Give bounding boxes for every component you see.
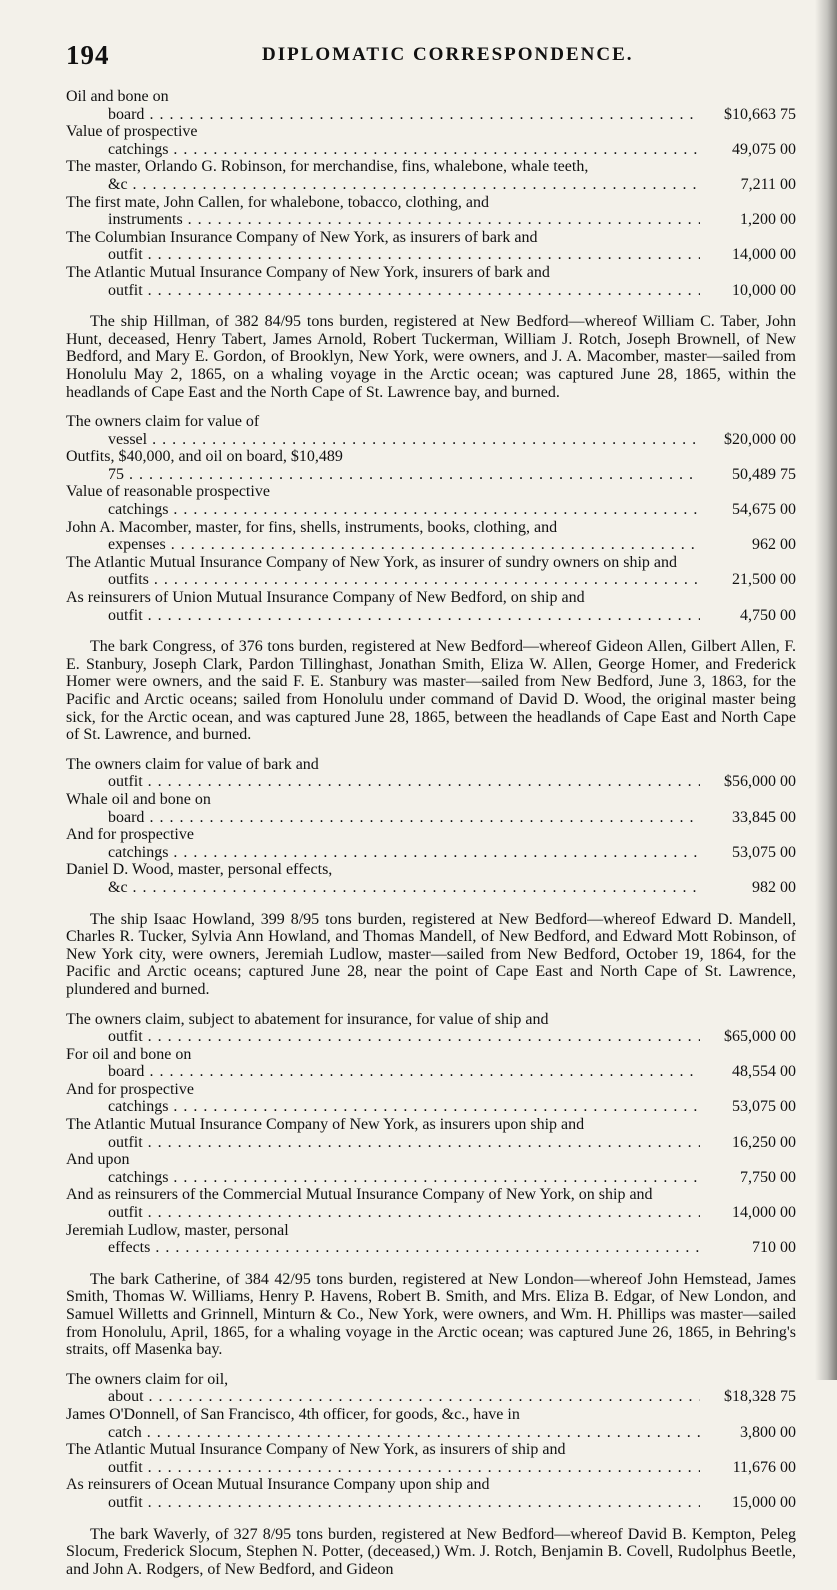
- claim-row: [66, 1476, 796, 1511]
- claims-list: [66, 1011, 796, 1257]
- claim-description: The master, Orlando G. Robinson, for merchandise, fins, whalebone, whale teeth, &c . . .: [66, 158, 700, 193]
- claim-row: [66, 1151, 796, 1186]
- claim-amount: 1,200 00: [700, 211, 796, 229]
- claim-description: The owners claim for value of vessel . . .: [66, 413, 700, 448]
- claim-row: [66, 1046, 796, 1081]
- claim-row: [66, 519, 796, 554]
- claim-amount: $20,000 00: [700, 431, 796, 449]
- claim-description: Value of prospective catchings . . .: [66, 123, 700, 158]
- claim-row: [66, 1011, 796, 1046]
- claim-row: [66, 1406, 796, 1441]
- claim-amount: 53,075 00: [700, 1098, 796, 1116]
- claim-amount: 4,750 00: [700, 607, 796, 625]
- claim-amount: 14,000 00: [700, 246, 796, 264]
- claim-amount: 962 00: [700, 536, 796, 554]
- claim-amount: $65,000 00: [700, 1028, 796, 1046]
- claim-row: [66, 554, 796, 589]
- claim-row: [66, 589, 796, 624]
- claim-description: James O'Donnell, of San Francisco, 4th officer, for goods, &c., have in catch . . .: [66, 1406, 700, 1441]
- claim-description: Oil and bone on board . . .: [66, 88, 700, 123]
- claim-amount: 54,675 00: [700, 501, 796, 519]
- claim-row: [66, 756, 796, 791]
- claim-amount: 48,554 00: [700, 1063, 796, 1081]
- vessel-narrative: The ship Hillman, of 382 84/95 tons burden, registered at New Bedford—whereof William C. Taber, John Hunt, deceased, Henry Tabert, James Arnold, Robert Tuckerman, William J. Rotch, Joseph Brownell, of New Bedford, and Mary E. Gordon, of Brooklyn, New York, were owners, and J. A. Macomber, master—sailed from Honolulu May 2, 1865, on a whaling voyage in the Arctic ocean; was captured June 28, 1865, within the headlands of Cape East and the North Cape of St. Lawrence bay, and burned.: [66, 313, 796, 401]
- claim-row: [66, 229, 796, 264]
- vessel-narrative: The bark Catherine, of 384 42/95 tons burden, registered at New London—whereof John Hemstead, James Smith, Thomas W. Williams, Henry P. Havens, Robert B. Smith, and Mrs. Eliza B. Edgar, of New London, and Samuel Willetts and Grinnell, Minturn & Co., New York, were owners, and Wm. H. Phillips was master—sailed from Honolulu, April, 1865, for a whaling voyage in the Arctic ocean; was captured June 26, 1865, in Behring's straits, off Masenka bay.: [66, 1270, 796, 1359]
- claim-description: The Atlantic Mutual Insurance Company of New York, as insurers upon ship and outfit . . .: [66, 1116, 700, 1151]
- claim-row: [66, 158, 796, 193]
- vessel-narrative: The ship Isaac Howland, 399 8/95 tons burden, registered at New Bedford—whereof Edward D. Mandell, Charles R. Tucker, Sylvia Ann Howland, and Thomas Mandell, of New Bedford, and Edward Mott Robinson, of New York city, were owners, Jeremiah Ludlow, master—sailed from New Bedford, October 19, 1864, for the Pacific and Arctic oceans; captured June 28, near the point of Cape East and North Cape of St. Lawrence, plundered and burned.: [66, 910, 796, 998]
- claim-amount: 710 00: [700, 1239, 796, 1257]
- claim-amount: 15,000 00: [700, 1494, 796, 1512]
- claim-description: John A. Macomber, master, for fins, shells, instruments, books, clothing, and expenses . . .: [66, 519, 700, 554]
- claim-row: [66, 1186, 796, 1221]
- claim-row: [66, 791, 796, 826]
- claim-amount: 7,211 00: [700, 176, 796, 194]
- claim-row: [66, 1441, 796, 1476]
- page-body: [66, 88, 796, 1590]
- claim-description: The owners claim, subject to abatement for insurance, for value of ship and outfit . . .: [66, 1011, 700, 1046]
- vessel-section: [66, 313, 796, 624]
- claim-description: As reinsurers of Union Mutual Insurance Company of New Bedford, on ship and outfit . . .: [66, 589, 700, 624]
- running-title: DIPLOMATIC CORRESPONDENCE.: [262, 44, 634, 65]
- claim-description: The first mate, John Callen, for whalebone, tobacco, clothing, and instruments . . .: [66, 194, 700, 229]
- claim-amount: 3,800 00: [700, 1424, 796, 1442]
- claim-description: The owners claim for oil, about . . .: [66, 1371, 700, 1406]
- claim-amount: 49,075 00: [700, 141, 796, 159]
- claim-description: And upon catchings . . .: [66, 1151, 700, 1186]
- claim-row: [66, 123, 796, 158]
- vessel-narrative: The bark Congress, of 376 tons burden, registered at New Bedford—whereof Gideon Allen, Gilbert Allen, F. E. Stanbury, Joseph Clark, Pardon Tillinghast, Jonathan Smith, Eliza W. Allen, George Homer, and Frederick Homer were owners, and the said F. E. Stanbury was master—sailed from New Bedford, June 3, 1863, for the Pacific and Arctic oceans; sailed from Honolulu under command of David D. Wood, the original master being sick, for the Arctic ocean, and was captured June 28, 1865, between the headlands of Cape East and North Cape of St. Lawrence, and burned.: [66, 638, 796, 744]
- claim-row: [66, 88, 796, 123]
- claim-description: And for prospective catchings . . .: [66, 1081, 700, 1116]
- claim-amount: 33,845 00: [700, 809, 796, 827]
- claim-amount: 11,676 00: [700, 1459, 796, 1477]
- claim-description: For oil and bone on board . . .: [66, 1046, 700, 1081]
- claim-amount: 21,500 00: [700, 571, 796, 589]
- claim-row: [66, 413, 796, 448]
- vessel-section: [66, 88, 796, 299]
- claim-row: [66, 194, 796, 229]
- claim-row: [66, 826, 796, 861]
- claim-row: [66, 264, 796, 299]
- claims-list: [66, 1371, 796, 1512]
- claim-amount: $10,663 75: [700, 106, 796, 124]
- claim-description: The owners claim for value of bark and outfit . . .: [66, 756, 700, 791]
- vessel-section: [66, 638, 796, 896]
- claims-list: [66, 88, 796, 299]
- claim-description: As reinsurers of Ocean Mutual Insurance Company upon ship and outfit . . .: [66, 1476, 700, 1511]
- claim-description: Whale oil and bone on board . . .: [66, 791, 700, 826]
- claim-row: [66, 483, 796, 518]
- claim-description: The Columbian Insurance Company of New York, as insurers of bark and outfit . . .: [66, 229, 700, 264]
- vessel-section: [66, 1271, 796, 1512]
- claim-row: [66, 448, 796, 483]
- claims-list: [66, 756, 796, 897]
- claim-row: [66, 1222, 796, 1257]
- claim-description: The Atlantic Mutual Insurance Company of New York, as insurers of ship and outfit . . .: [66, 1441, 700, 1476]
- claim-description: Jeremiah Ludlow, master, personal effects . . .: [66, 1222, 700, 1257]
- claims-list: [66, 413, 796, 624]
- claim-row: [66, 861, 796, 896]
- claim-description: The Atlantic Mutual Insurance Company of New York, insurers of bark and outfit . . .: [66, 264, 700, 299]
- claim-description: And as reinsurers of the Commercial Mutual Insurance Company of New York, on ship and outfit . . .: [66, 1186, 700, 1221]
- vessel-section: [66, 1526, 796, 1579]
- claim-row: [66, 1371, 796, 1406]
- claim-amount: 982 00: [700, 879, 796, 897]
- claim-amount: 10,000 00: [700, 282, 796, 300]
- claim-description: And for prospective catchings . . .: [66, 826, 700, 861]
- claim-row: [66, 1116, 796, 1151]
- vessel-section: [66, 911, 796, 1257]
- binding-shadow: [815, 0, 837, 1380]
- claim-amount: 16,250 00: [700, 1134, 796, 1152]
- claim-description: The Atlantic Mutual Insurance Company of New York, as insurer of sundry owners on ship and outfits . . .: [66, 554, 700, 589]
- vessel-narrative: The bark Waverly, of 327 8/95 tons burden, registered at New Bedford—whereof David B. Kempton, Peleg Slocum, Frederick Slocum, Stephen N. Potter, (deceased,) Wm. J. Rotch, Benjamin B. Covell, Rudolphus Beetle, and John A. Rodgers, of New Bedford, and Gideon: [66, 1525, 796, 1578]
- claim-description: Outfits, $40,000, and oil on board, $10,489 75 . . .: [66, 448, 700, 483]
- claim-amount: $56,000 00: [700, 773, 796, 791]
- page-number: 194: [66, 40, 110, 70]
- claim-description: Value of reasonable prospective catchings . . .: [66, 483, 700, 518]
- claim-amount: 50,489 75: [700, 466, 796, 484]
- claim-amount: 7,750 00: [700, 1169, 796, 1187]
- claim-row: [66, 1081, 796, 1116]
- claim-description: Daniel D. Wood, master, personal effects, &c . . .: [66, 861, 700, 896]
- page-header: [66, 40, 786, 76]
- claim-amount: 14,000 00: [700, 1204, 796, 1222]
- claim-amount: $18,328 75: [700, 1388, 796, 1406]
- claim-amount: 53,075 00: [700, 844, 796, 862]
